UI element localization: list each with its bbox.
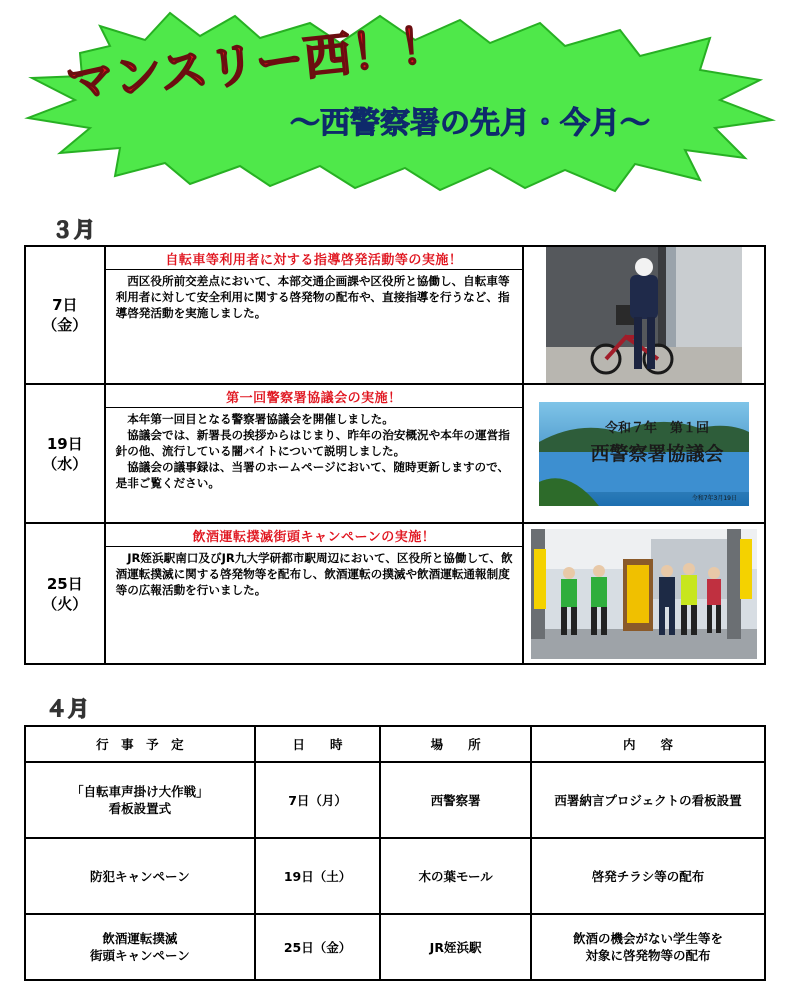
street-campaign-photo — [531, 529, 757, 659]
event-body — [106, 270, 523, 321]
event-body — [106, 408, 523, 491]
content-cell — [531, 838, 765, 914]
event-day: 7日 — [52, 296, 78, 314]
event-cell — [25, 838, 255, 914]
table-row — [25, 246, 765, 384]
event-date — [25, 523, 105, 664]
event-title: 飲酒運転撲滅街頭キャンペーンの実施！ — [106, 524, 523, 547]
event-date — [25, 246, 105, 384]
april-schedule-table — [24, 725, 766, 981]
cell-line: 西署納言プロジェクトの看板設置 — [554, 792, 742, 808]
column-header-event: 行 事 予 定 — [25, 726, 255, 762]
column-header-place: 場 所 — [380, 726, 531, 762]
event-weekday: （火） — [42, 594, 88, 613]
cell-line: 看板設置式 — [108, 801, 172, 816]
date-cell: 25日（金） — [255, 914, 380, 980]
event-paragraph: 西区役所前交差点において、本部交通企画課や区役所と協働し、自転車等利用者に対して安全利用に関する啓発物の配布や、直接指導を行うなど、指導啓発活動を実施しました。 — [115, 274, 510, 320]
event-title: 自転車等利用者に対する指導啓発活動等の実施！ — [106, 247, 523, 270]
date-cell: 19日（土） — [255, 838, 380, 914]
banner-subtitle: ～西警察署の先月・今月～ — [290, 106, 650, 141]
table-header-row — [25, 726, 765, 762]
event-day: 19日 — [46, 434, 83, 453]
event-photo-cell — [523, 523, 765, 664]
content-cell — [531, 914, 765, 980]
event-content — [105, 384, 524, 523]
slide-line-1: 令和７年 第１回 — [605, 420, 710, 436]
march-heading: ３月 — [52, 218, 96, 242]
cell-line: 飲酒の機会がない学生等を — [572, 931, 723, 946]
cell-line: 啓発チラシ等の配布 — [591, 868, 705, 884]
event-content — [105, 523, 524, 664]
cell-line: 飲酒運転撲滅 — [102, 931, 178, 946]
slide-caption: 令和7年3月19日 — [691, 494, 738, 502]
cell-line: 「自転車声掛け大作戦」 — [71, 784, 209, 799]
officer-with-bicycle-photo — [546, 247, 742, 383]
event-content — [105, 246, 524, 384]
event-body — [106, 547, 523, 598]
event-paragraph: 本年第一回目となる警察署協議会を開催しました。 — [127, 412, 394, 426]
place-cell: JR姪浜駅 — [380, 914, 531, 980]
content-cell — [531, 762, 765, 838]
cell-line: 防犯キャンペーン — [90, 868, 190, 884]
event-photo-cell — [523, 246, 765, 384]
table-row — [25, 914, 765, 980]
header-banner — [20, 8, 780, 193]
table-row — [25, 384, 765, 523]
table-row — [25, 523, 765, 664]
march-events-table — [24, 245, 766, 665]
event-photo-cell — [523, 384, 765, 523]
event-date — [25, 384, 105, 523]
place-cell: 西警察署 — [380, 762, 531, 838]
date-cell: 7日（月） — [255, 762, 380, 838]
event-cell — [25, 914, 255, 980]
place-cell: 木の葉モール — [380, 838, 531, 914]
event-day: 25日 — [46, 574, 83, 593]
cell-line: 街頭キャンペーン — [90, 948, 190, 963]
event-paragraph: JR姪浜駅南口及びJR九大学研都市駅周辺において、区役所と協働して、飲酒運転撲滅に関する啓発物等を配布し、飲酒運転の撲滅や飲酒運転通報制度等の広報活動を行いました。 — [115, 551, 513, 597]
column-header-content: 内 容 — [531, 726, 765, 762]
event-cell — [25, 762, 255, 838]
event-title: 第一回警察署協議会の実施！ — [106, 385, 523, 408]
table-row — [25, 762, 765, 838]
event-weekday: （水） — [42, 454, 88, 473]
april-heading: ４月 — [46, 697, 90, 721]
table-row — [25, 838, 765, 914]
slide-line-2: 西警察署協議会 — [590, 442, 724, 465]
council-title-slide-photo — [539, 402, 749, 506]
cell-line: 対象に啓発物等の配布 — [585, 948, 711, 963]
event-paragraph: 協議会では、新署長の挨拶からはじまり、昨年の治安概況や本年の運営指針の他、流行している闇バイトについて説明しました。 — [115, 428, 510, 458]
event-weekday: （金） — [42, 316, 88, 334]
event-paragraph: 協議会の議事録は、当署のホームページにおいて、随時更新しますので、是非ご覧ください。 — [115, 460, 510, 490]
banner-title: マンスリー西！！ — [63, 16, 450, 112]
column-header-date: 日 時 — [255, 726, 380, 762]
